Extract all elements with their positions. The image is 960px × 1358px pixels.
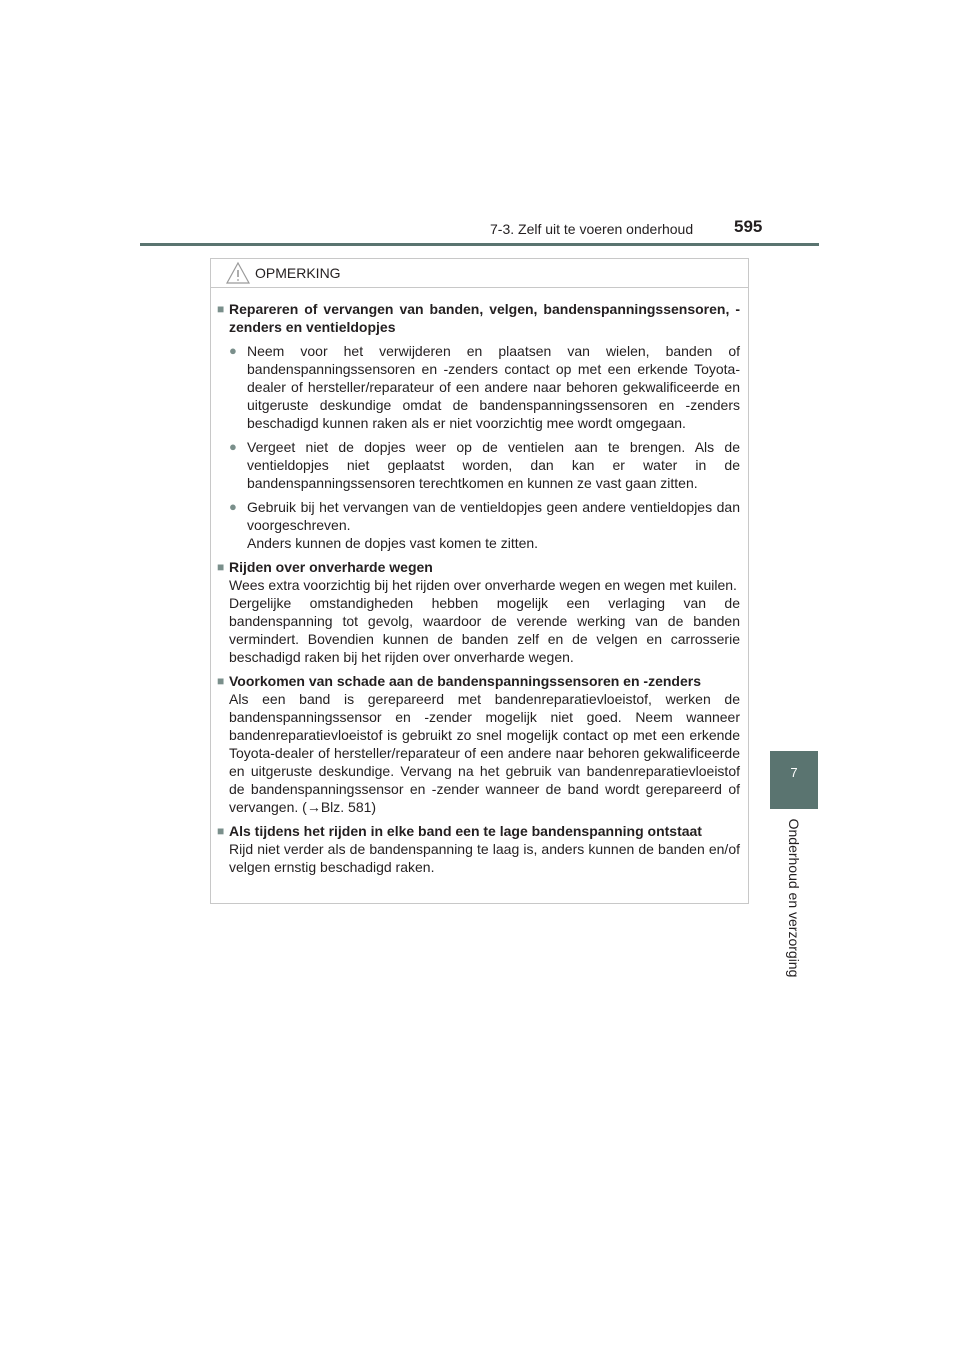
section-heading: ■ Voorkomen van schade aan de bandenspanningssensoren en -zenders (217, 673, 701, 689)
square-bullet-icon: ■ (217, 302, 225, 316)
section-title: 7-3. Zelf uit te voeren onderhoud (490, 221, 694, 237)
section-heading: ■ Als tijdens het rijden in elke band een te lage bandenspanning ontstaat (217, 823, 702, 839)
paragraph: Rijd niet verder als de bandenspanning te laag is, anders kunnen de banden en/of velgen ernstig beschadigd raken. (229, 841, 740, 875)
list-item-text: Gebruik bij het vervangen van de ventieldopjes geen andere ventieldopjes dan voorgeschreven. (247, 499, 740, 533)
warning-triangle-icon (225, 261, 251, 285)
chapter-tab (770, 751, 818, 809)
paragraph: Als een band is gerepareerd met bandenreparatievloeistof, werken de bandenspanningssensor en -zender mogelijk niet goed. Neem wanneer bandenreparatievloeistof is gebruikt zo snel mogelijk contact op met een erkende Toyota-dealer of hersteller/reparateur of een andere naar behoren gekwalificeerde en uitgeruste deskundige. Vervang na het gebruik van bandenreparatievloeistof de bandenspanningssensor en -zender wanneer de band wordt gerepareerd of vervangen. (→Blz. 581) (229, 691, 740, 815)
square-bullet-icon: ■ (217, 560, 225, 574)
paragraph: Wees extra voorzichtig bij het rijden over onverharde wegen en wegen met kuilen. (229, 577, 737, 593)
round-bullet-icon: ● (229, 439, 237, 454)
paragraph: Dergelijke omstandigheden hebben mogelijk een verlaging van de bandenspanning tot gevolg, waardoor de verende werking van de banden vermindert. Bovendien kunnen de banden zelf en de velgen en carrosserie beschadigd raken bij het rijden over onverharde wegen. (229, 595, 740, 665)
list-item-text: Anders kunnen de dopjes vast komen te zitten. (247, 535, 539, 551)
chapter-number: 7 (790, 765, 798, 780)
notice-box (210, 258, 749, 904)
round-bullet-icon: ● (229, 499, 237, 514)
list-item: ● Neem voor het verwijderen en plaatsen van wielen, banden of bandenspanningssensoren en -zenders contact op met een erkende Toyota-dealer of hersteller/reparateur of een andere naar behoren gekwalificeerde en uitgeruste deskundige omdat de bandenspanningssensoren en -zenders beschadigd kunnen raken als er niet voorzichtig mee wordt omgegaan. (229, 343, 740, 431)
page-number: 595 (734, 217, 763, 236)
notice-body (211, 288, 748, 876)
list-item (229, 498, 740, 552)
square-bullet-icon: ■ (217, 824, 225, 838)
round-bullet-icon: ● (229, 343, 237, 358)
notice-title: OPMERKING (255, 265, 341, 281)
notice-header (211, 259, 748, 288)
square-bullet-icon: ■ (217, 674, 225, 688)
section-heading: ■ Repareren of vervangen van banden, velgen, bandenspanningssensoren, -zenders en ventieldopjes (217, 301, 740, 335)
chapter-title: Onderhoud en verzorging (786, 818, 802, 978)
list-item: ● Vergeet niet de dopjes weer op de ventielen aan te brengen. Als de ventieldopjes niet geplaatst worden, dan kan er water in de bandenspanningssensoren terechtkomen en kunnen ze vast gaan zitten. (229, 439, 740, 491)
section-heading: ■ Rijden over onverharde wegen (217, 559, 433, 575)
header-rule (140, 243, 819, 246)
